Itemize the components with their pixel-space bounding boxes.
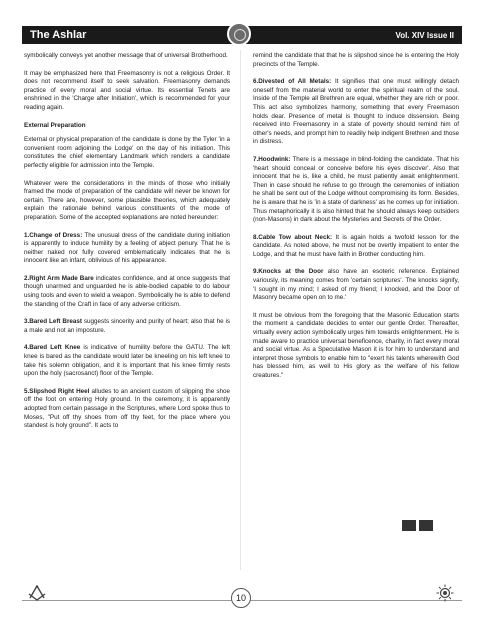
item-text: The unusual dress of the candidate during initiation is apparently to induce humility by a feeling of abject penury. That he is neither naked nor fully covered emblematically indicates that he is innocent like an infant, oblivious of his appearance. [24,231,231,265]
list-item [24,344,230,378]
item-text: It is again holds a twofold lesson for the candidate. As noted above, he must not be overtly impatient to enter the Lodge, and that he must have faith in Brother conducting him. [253,233,459,258]
end-mark [419,520,433,531]
right-column [253,52,459,387]
item-heading: 7.Hoodwink: [253,155,291,163]
item-text: indicates confidence, and at once suggests that though unarmed and unguarded he is able-bodied capable to do labour using tools and even to wield a weapon. Symbolically he is able to defend the standing of the Craft in face of any adverse criticism. [24,274,230,308]
sun-emblem-icon [436,584,454,602]
item-text: is indicative of humility before the GATU. The left knee is bared as the candidate would later be kneeling on his left knee to take his solemn obligation, and it is important that his knee firmly rests upon the holy (sacrosanct) floor of the Temple. [24,344,230,378]
item-text: also have an esoteric reference. Explained variously, its meaning comes from 'certain scriptures'. The knocks signify, 'I sought in my mind; I asked of my friend; I knocked, and the Door of Masonry became open on to me.' [253,268,460,302]
list-item [24,275,230,309]
paragraph: remind the candidate that that he is slipshod since he is entering the Holy precincts of the Temple. [253,52,459,68]
publication-title: The Ashlar [30,29,87,41]
column-divider [240,50,241,570]
page-number: 10 [231,588,251,608]
item-text: It signifies that one must willingly detach oneself from the material world to enter the spiritual realm of the soul. Inside of the Temple all Brethren are equal, whether they are rich or poor. This act also symbolizes harmony, something that every Freemason holds dear. Presence of metal is thought to induce dissension. Being received into Freemasonry in a state of poverty should remind him of other's needs, and prompt him to readily help indigent Brethren and those in distress. [253,78,460,146]
paragraph: It must be obvious from the foregoing that the Masonic Education starts the moment a candidate decides to enter our gentle Order. Thereafter, virtually every action symbolically urges him towards enlightenment. He is made aware to practice universal beneficence, charity, in fact every moral and social virtue. As a Speculative Mason it is for him to understand and interpret those symbols to enable him to "exert his talents wherewith God has blessed him, as well to His glory as the welfare of his fellow creatures." [253,311,459,379]
paragraph: symbolically conveys yet another message that of universal Brotherhood. [24,52,228,59]
seal-icon [227,22,251,46]
list-item [253,268,459,302]
item-heading: 6.Divested of All Metals: [253,78,332,86]
item-text: There is a message in blind-folding the candidate. That his 'heart should conceal or conceive before his eyes discover'. Also that innocent that he is, like a child, he must patiently await enlightenment. Then in case should he refuse to go through the ceremonies of initiation he shall be sent out of the Lodge without compromising its form. Besides, he is aware that he is 'in a state of darkness' as he comes up for initiation. Thus metaphorically it is also hinted that he should always keep outsiders (non-Masons) in dark about the Mysteries and Secrets of the Order. [253,155,459,224]
list-item [24,232,230,266]
list-item [24,318,230,335]
list-item [253,234,459,260]
item-text: suggests sincerity and purity of heart; also that he is a male and not an imposture. [24,318,230,334]
paragraph: External or physical preparation of the candidate is done by the Tyler 'in a convenient room adjoining the Lodge' on the day of his initiation. This constitutes the chief elementary Landmark which renders a candidate perfectly eligible for admission into the Temple. [24,136,230,169]
paragraph: It may be emphasized here that Freemasonry is not a religious Order. It does not recommend itself to seek salvation. Freemasonry demands practice of every moral and social virtue. Its essential Tenets are enshrined in the 'Charge after Initiation', which is recommended for your reading again. [24,69,230,111]
left-column [24,52,230,437]
paragraph: Whatever were the considerations in the minds of those who initially framed the mode of preparation of the candidate will never be known for certain. There are, however, some plausible theories, which adequately explain the rationale behind various constituents of the mode of preparation. Some of the accepted explanations are noted hereunder: [24,179,230,221]
end-mark [402,520,416,531]
issue-label: Vol. XIV Issue II [395,30,454,40]
list-item [24,388,230,431]
item-heading: 5.Slipshod Right Heel [24,387,90,395]
list-item [253,78,459,147]
square-compass-icon [28,585,46,601]
item-heading: 2.Right Arm Made Bare [24,274,94,282]
item-text: alludes to an ancient custom of slipping the shoe off the foot on entering Holy ground. In the ceremony, it is apparently adopted from certain passage in the Scriptures, where Lord spoke thus to Moses, "Put off thy shoes from off thy feet, for the place where you standest is holy ground". It acts to [24,387,230,430]
item-heading: 8.Cable Tow about Neck: [253,233,333,241]
section-heading: External Preparation [24,121,86,129]
item-heading: 4.Bared Left Knee [24,344,81,352]
item-heading: 9.Knocks at the Door [253,268,324,276]
list-item [253,156,459,225]
item-heading: 1.Change of Dress: [24,231,83,239]
item-heading: 3.Bared Left Breast [24,318,83,326]
